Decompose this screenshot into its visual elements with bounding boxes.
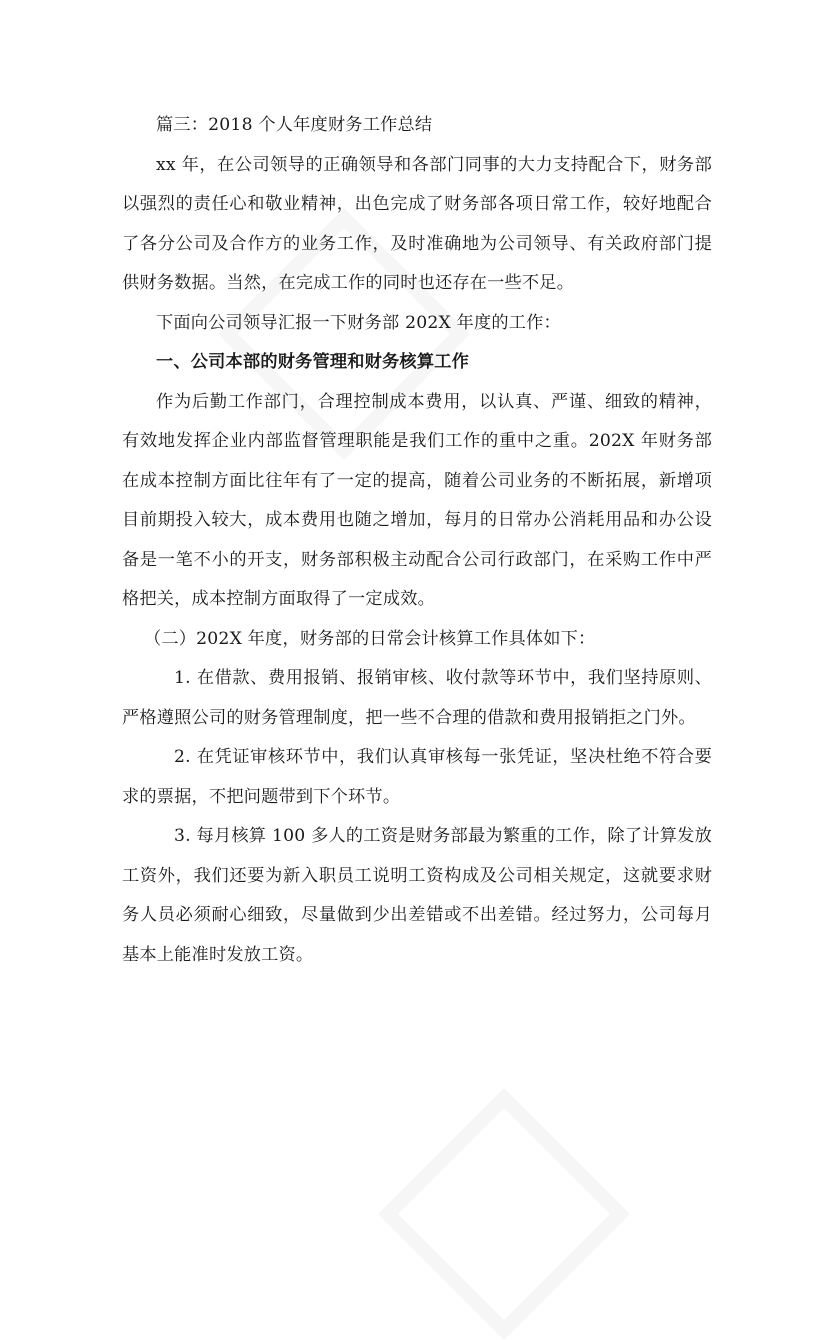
section-heading: 一、公司本部的财务管理和财务核算工作 [156, 352, 469, 372]
watermark-diamond-icon [378, 1088, 630, 1340]
lead-paragraph: 下面向公司领导汇报一下财务部 202X 年度的工作： [156, 312, 561, 333]
intro-paragraph: xx 年，在公司领导的正确领导和各部门同事的大力支持配合下，财务部以强烈的责任心和敬业精神，出色完成了财务部各项日常工作，较好地配合了各分公司及合作方的业务工作，及时准确地为公司领导、有关政府部门提供财务数据。当然，在完成工作的同时也还存在一些不足。 [122, 154, 712, 293]
list-item: 3. 每月核算 100 多人的工资是财务部最为繁重的工作，除了计算发放工资外，我们还要为新入职员工说明工资构成及公司相关规定，这就要求财务人员必须耐心细致，尽量做到少出差错或不出差错。经过努力，公司每月基本上能准时发放工资。 [122, 826, 712, 965]
document-body [122, 106, 712, 975]
body-paragraph: 作为后勤工作部门，合理控制成本费用，以认真、严谨、细致的精神，有效地发挥企业内部监督管理职能是我们工作的重中之重。202X 年财务部在成本控制方面比往年有了一定的提高，随着公司业务的不断拓展，新增项目前期投入较大，成本费用也随之增加，每月的日常办公消耗用品和办公设备是一笔不小的开支，财务部积极主动配合公司行政部门，在采购工作中严格把关，成本控制方面取得了一定成效。 [122, 391, 712, 609]
list-item: 2. 在凭证审核环节中，我们认真审核每一张凭证，坚决杜绝不符合要求的票据，不把问题带到下个环节。 [122, 747, 712, 807]
list-item: 1. 在借款、费用报销、报销审核、收付款等环节中，我们坚持原则、严格遵照公司的财务管理制度，把一些不合理的借款和费用报销拒之门外。 [122, 668, 712, 728]
subsection-heading: （二）202X 年度，财务部的日常会计核算工作具体如下： [144, 628, 596, 649]
document-title: 篇三：2018 个人年度财务工作总结 [156, 115, 433, 135]
